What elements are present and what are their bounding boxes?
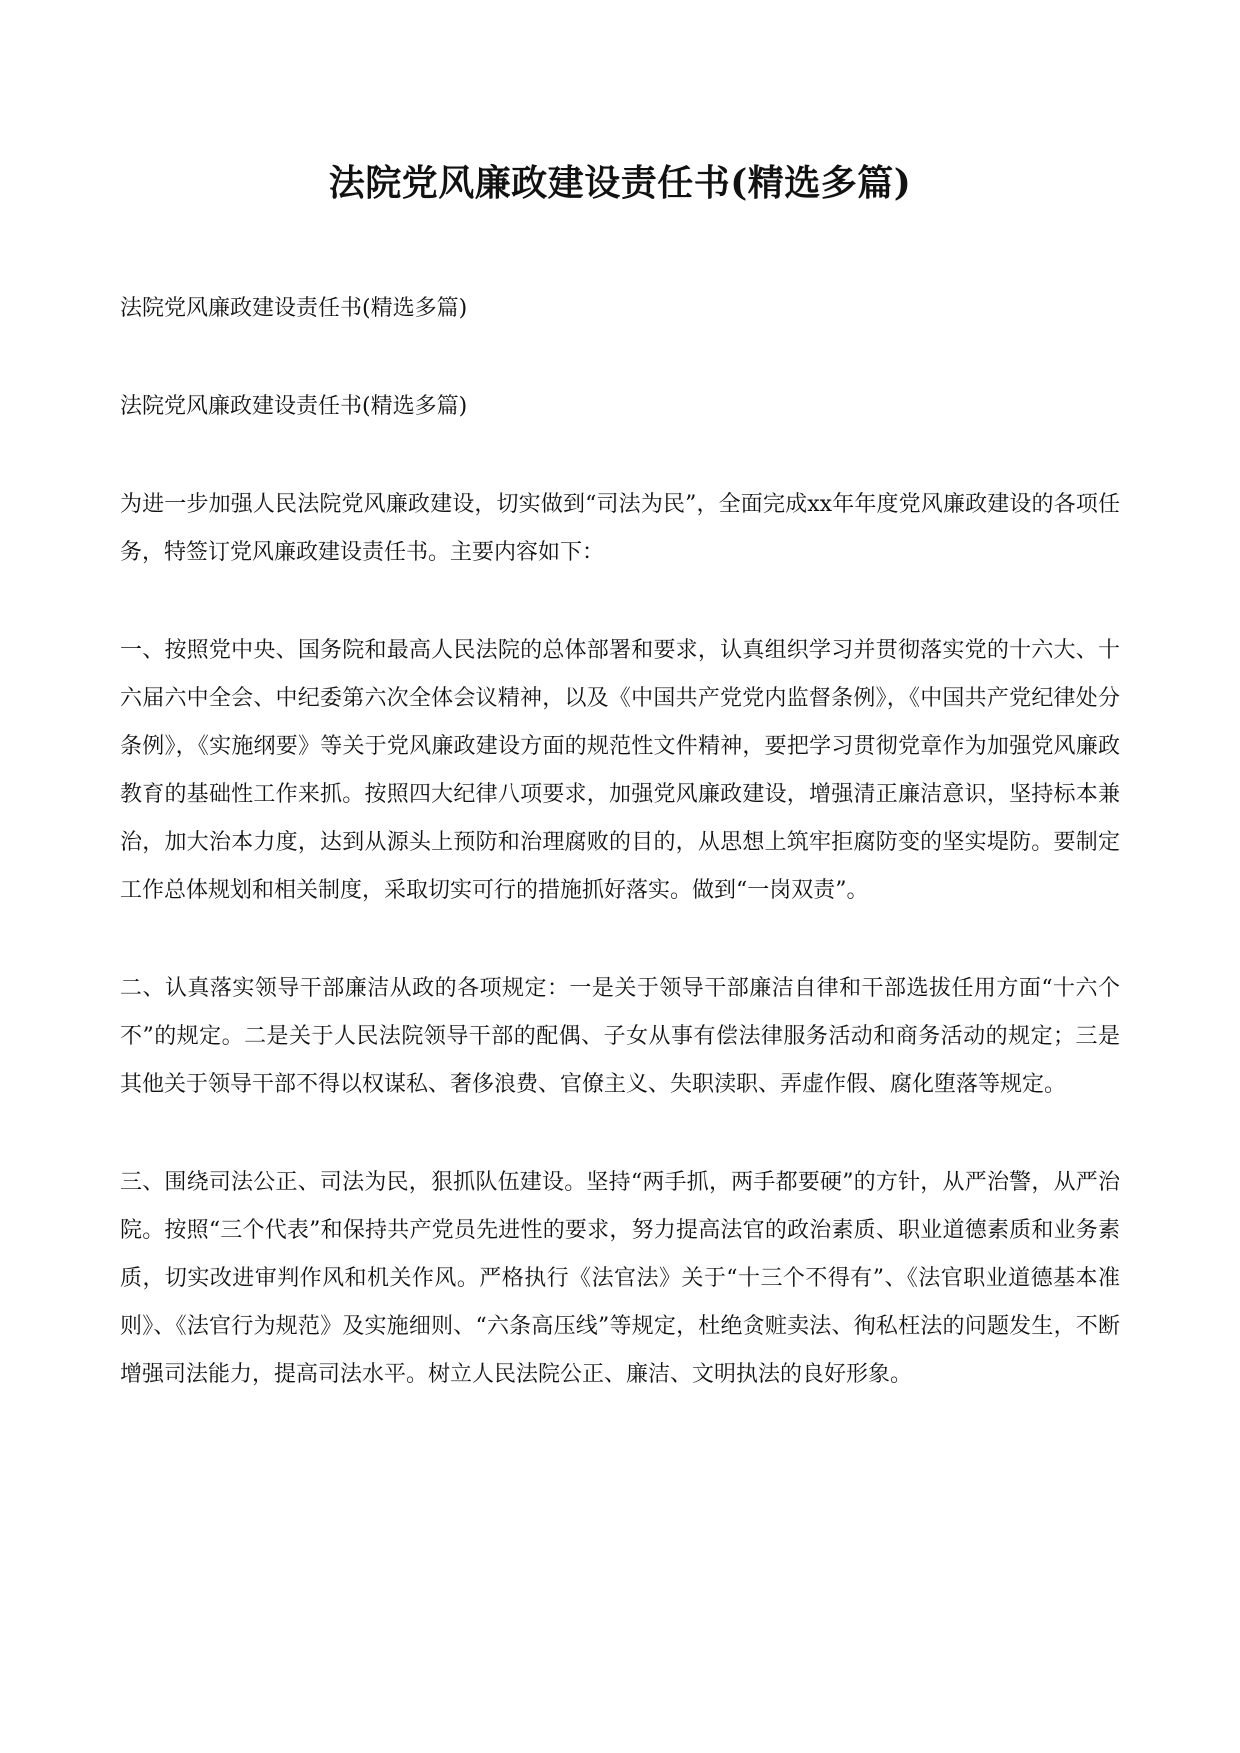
section-one-paragraph: 一、按照党中央、国务院和最高人民法院的总体部署和要求，认真组织学习并贯彻落实党的十六大、十六届六中全会、中纪委第六次全体会议精神，以及《中国共产党党内监督条例》，《中国共产党纪律处分条例》，《实施纲要》等关于党风廉政建设方面的规范性文件精神，要把学习贯彻党章作为加强党风廉政教育的基础性工作来抓。按照四大纪律八项要求，加强党风廉政建设，增强清正廉洁意识，坚持标本兼治，加大治本力度，达到从源头上预防和治理腐败的目的，从思想上筑牢拒腐防变的坚实堤防。要制定工作总体规划和相关制度，采取切实可行的措施抓好落实。做到“一岗双责”。 xyxy=(120,638,1120,903)
section-three-paragraph: 三、围绕司法公正、司法为民，狠抓队伍建设。坚持“两手抓，两手都要硬”的方针，从严治警，从严治院。按照“三个代表”和保持共产党员先进性的要求，努力提高法官的政治素质、职业道德素质和业务素质，切实改进审判作风和机关作风。严格执行《法官法》关于“十三个不得有”、《法官职业道德基本准则》、《法官行为规范》及实施细则、“六条高压线”等规定，杜绝贪赃卖法、徇私枉法的问题发生，不断增强司法能力，提高司法水平。树立人民法院公正、廉洁、文明执法的良好形象。 xyxy=(120,1170,1120,1387)
section-two-paragraph: 二、认真落实领导干部廉洁从政的各项规定：一是关于领导干部廉洁自律和干部选拔任用方面“十六个不”的规定。二是关于人民法院领导干部的配偶、子女从事有偿法律服务活动和商务活动的规定；三是其他关于领导干部不得以权谋私、奢侈浪费、官僚主义、失职渎职、弄虚作假、腐化堕落等规定。 xyxy=(120,976,1120,1097)
subtitle-line-1: 法院党风廉政建设责任书(精选多篇) xyxy=(120,296,468,321)
intro-paragraph: 为进一步加强人民法院党风廉政建设，切实做到“司法为民”，全面完成xx年年度党风廉政建设的各项任务，特签订党风廉政建设责任书。主要内容如下： xyxy=(120,492,1120,565)
document-body xyxy=(120,285,1120,1449)
subtitle-line-2: 法院党风廉政建设责任书(精选多篇) xyxy=(120,394,468,419)
document-title: 法院党风廉政建设责任书(精选多篇) xyxy=(328,162,912,204)
